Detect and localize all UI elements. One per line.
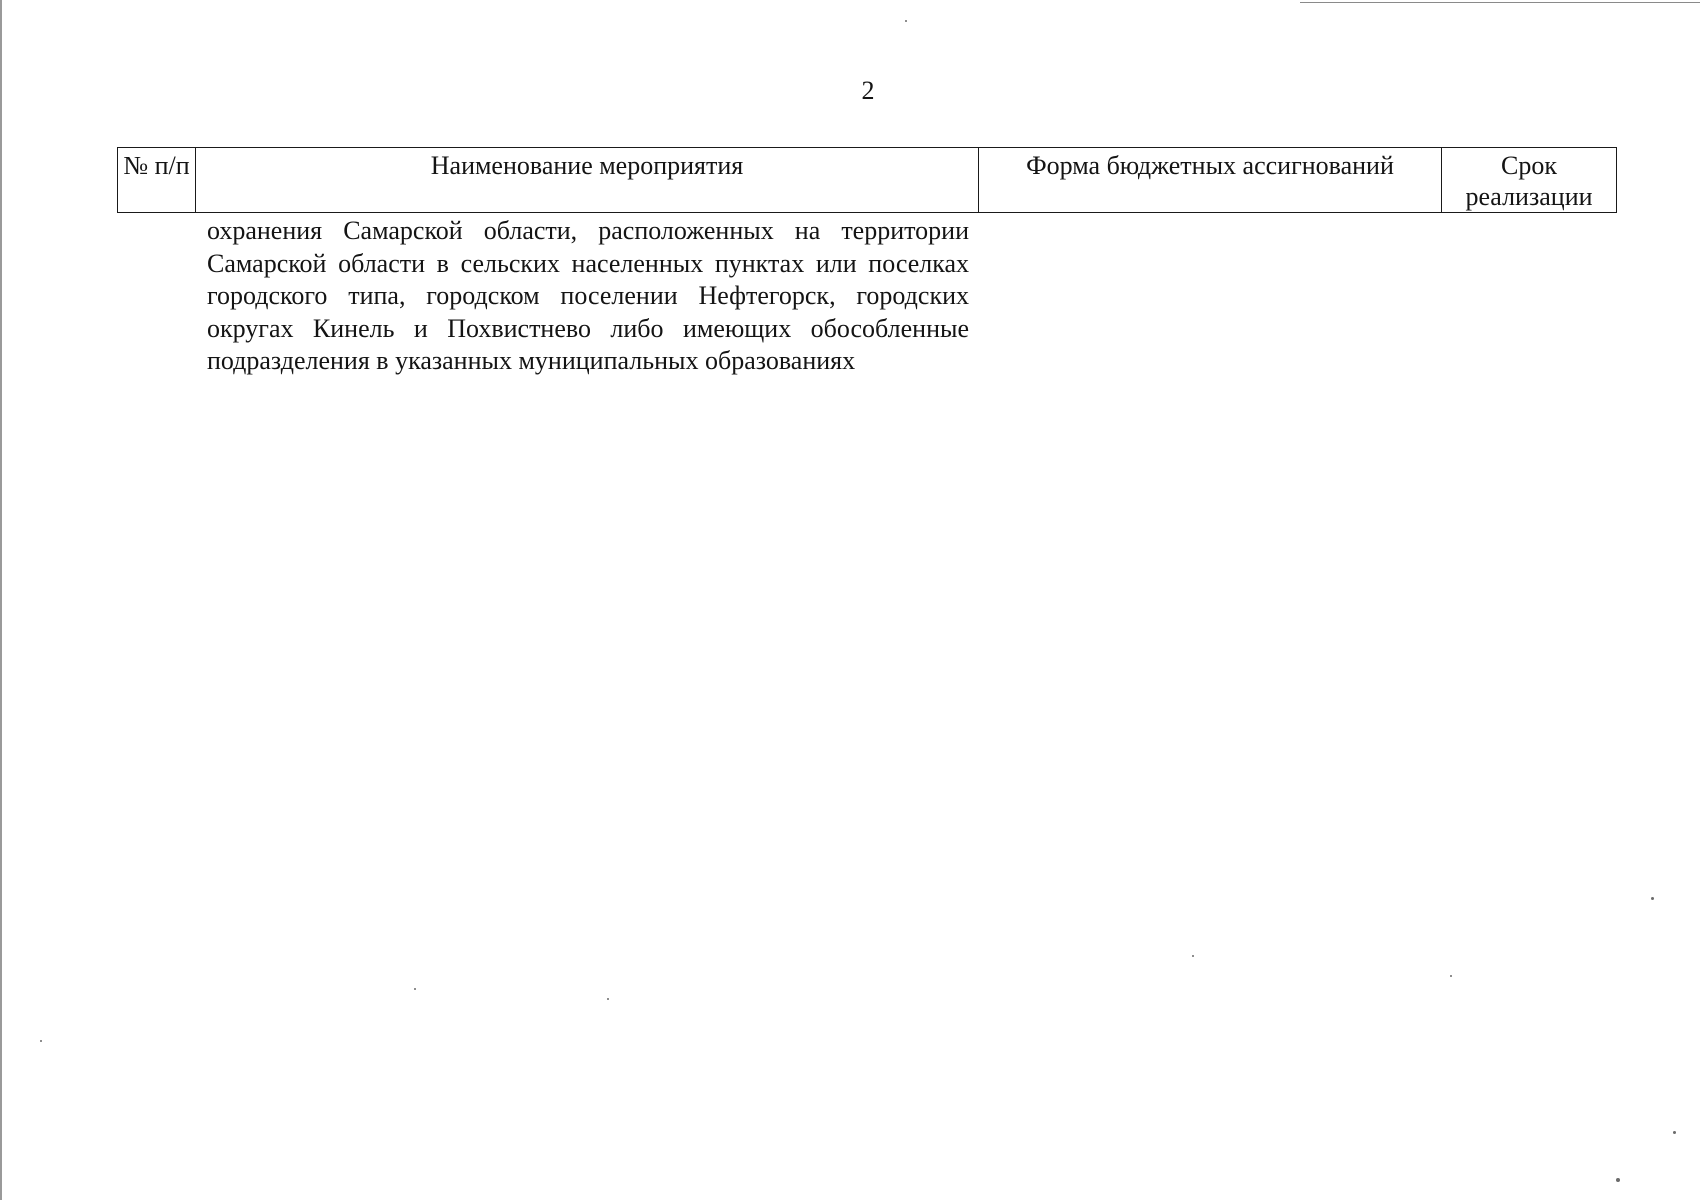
measure-description-continuation: охранения Самарской области, расположенных на территории Самарской области в сельских населенных пунктах или поселках городского типа, городском поселении Нефтегорск, городских округах Кинель и Похвистнево либо имеющих обособленные подразделения в указанных муниципальных образованиях	[207, 216, 969, 376]
header-name-label: Наименование мероприятия	[430, 151, 744, 180]
header-term-label: Срок реализации	[1465, 151, 1593, 211]
scan-speck	[1192, 955, 1194, 957]
scan-speck	[40, 1040, 42, 1042]
header-number-label: № п/п	[123, 151, 190, 180]
scan-speck	[607, 998, 609, 1000]
header-cell-name	[196, 148, 979, 213]
page-number: 2	[861, 76, 875, 105]
table-header	[117, 147, 1617, 213]
header-form-label: Форма бюджетных ассигнований	[1026, 151, 1394, 180]
table-header-row	[118, 148, 1617, 213]
header-cell-number	[118, 148, 196, 213]
header-cell-form	[979, 148, 1442, 213]
scan-speck	[905, 20, 907, 22]
scan-speck	[1651, 897, 1654, 900]
header-cell-term	[1442, 148, 1617, 213]
scan-speck	[414, 988, 416, 990]
scan-speck	[1673, 1131, 1676, 1134]
scan-top-line	[1300, 2, 1700, 3]
scan-speck	[1450, 975, 1452, 977]
scan-edge-shadow	[0, 0, 2, 1200]
scan-speck	[1616, 1178, 1620, 1182]
